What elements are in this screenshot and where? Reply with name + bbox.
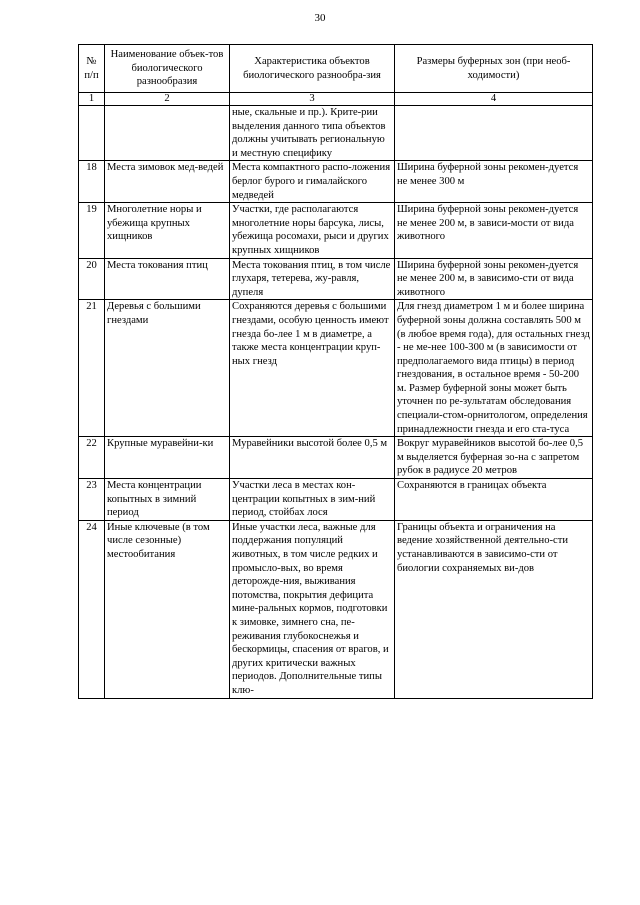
column-number: 1: [79, 93, 105, 106]
buffer-zone-size: [395, 106, 593, 161]
object-name: Многолетние норы и убежища крупных хищников: [105, 203, 230, 258]
row-number: 23: [79, 479, 105, 521]
object-characteristic: ные, скальные и пр.). Крите-рии выделения данного типа объектов должны учитывать региональную и местную специфику: [230, 106, 395, 161]
object-name: Места зимовок мед-ведей: [105, 161, 230, 203]
column-number: 4: [395, 93, 593, 106]
biodiversity-objects-table: [78, 44, 593, 699]
object-characteristic: Муравейники высотой более 0,5 м: [230, 437, 395, 479]
object-characteristic: Участки леса в местах кон-центрации копытных в зим-ний период, стойбах лося: [230, 479, 395, 521]
page-number: 30: [314, 12, 326, 24]
object-name: Крупные муравейни-ки: [105, 437, 230, 479]
object-characteristic: Иные участки леса, важные для поддержания популяций животных, в том числе редких и промысло-вых, во время деторожде-ния, выживания потомства, покрытия дефицита мине-ральных кормов, подготовки к зимовке, зимнего сна, пе-реживания глубокоснежья и бескормицы, спасения от врагов, и других критически важных периодов. Дополнительные типы клю-: [230, 520, 395, 698]
object-name: Места токования птиц: [105, 258, 230, 300]
object-characteristic: Места компактного распо-ложения берлог бурого и гималайского медведей: [230, 161, 395, 203]
row-number: 20: [79, 258, 105, 300]
buffer-zone-size: Вокруг муравейников высотой бо-лее 0,5 м выделяется буферная зо-на с запретом рубок в радиусе 20 метров: [395, 437, 593, 479]
row-number: 22: [79, 437, 105, 479]
table-row: [79, 203, 593, 258]
header-characteristic: Характеристика объектов биологического разнообра-зия: [230, 45, 395, 93]
column-numbers-row: [79, 93, 593, 106]
column-number: 3: [230, 93, 395, 106]
table-row: [79, 300, 593, 437]
header-number: № п/п: [79, 45, 105, 93]
object-characteristic: Участки, где располагаются многолетние норы барсука, лисы, убежища росомахи, рыси и других крупных хищников: [230, 203, 395, 258]
table-row: [79, 258, 593, 300]
row-number: 24: [79, 520, 105, 698]
buffer-zone-size: Границы объекта и ограничения на ведение хозяйственной деятельно-сти устанавливаются в зависимо-сти от биологии сохраняемых ви-дов: [395, 520, 593, 698]
buffer-zone-size: Ширина буферной зоны рекомен-дуется не менее 300 м: [395, 161, 593, 203]
object-characteristic: Места токования птиц, в том числе глухаря, тетерева, жу-равля, дупеля: [230, 258, 395, 300]
buffer-zone-size: Сохраняются в границах объекта: [395, 479, 593, 521]
table-row: [79, 106, 593, 161]
buffer-zone-size: Ширина буферной зоны рекомен-дуется не менее 200 м, в зависи-мости от вида животного: [395, 203, 593, 258]
row-number: 19: [79, 203, 105, 258]
object-name: Иные ключевые (в том числе сезонные) местообитания: [105, 520, 230, 698]
object-characteristic: Сохраняются деревья с большими гнездами, особую ценность имеют гнезда бо-лее 1 м в диаметре, а также места концентрации круп-ных гнезд: [230, 300, 395, 437]
object-name: [105, 106, 230, 161]
buffer-zone-size: Для гнезд диаметром 1 м и более ширина буферной зоны должна составлять 500 м (в любое время года), для остальных гнезд - не ме-нее 100-300 м (в зависимости от предполагаемого вида птицы) в период гнездования, в остальное время - 50-200 м. Размер буферной зоны может быть уточнен по ре-зультатам обследования специали-стом-орнитологом, определения принадлежности гнезда и его ста-туса: [395, 300, 593, 437]
object-name: Места концентрации копытных в зимний период: [105, 479, 230, 521]
row-number: 18: [79, 161, 105, 203]
table-header-row: [79, 45, 593, 93]
header-object-name: Наименование объек-тов биологического разнообразия: [105, 45, 230, 93]
object-name: Деревья с большими гнездами: [105, 300, 230, 437]
row-number: [79, 106, 105, 161]
column-number: 2: [105, 93, 230, 106]
header-buffer-zone: Размеры буферных зон (при необ-ходимости): [395, 45, 593, 93]
row-number: 21: [79, 300, 105, 437]
table-row: [79, 161, 593, 203]
table-row: [79, 520, 593, 698]
table-row: [79, 437, 593, 479]
buffer-zone-size: Ширина буферной зоны рекомен-дуется не менее 200 м, в зависимо-сти от вида животного: [395, 258, 593, 300]
table-row: [79, 479, 593, 521]
